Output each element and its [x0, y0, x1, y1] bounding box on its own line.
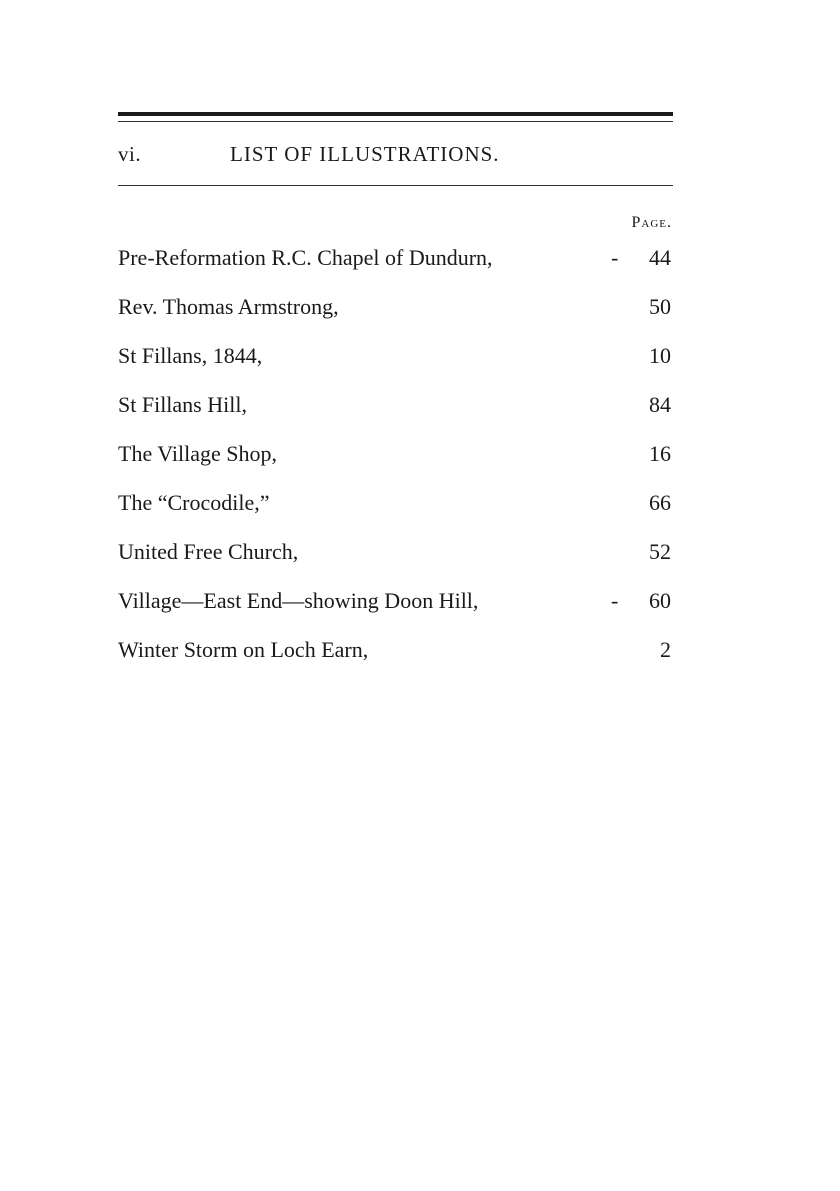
illustrations-list	[118, 240, 671, 681]
entry-page-number: 50	[649, 294, 671, 319]
entry-page-number: 66	[649, 490, 671, 515]
header-rule-thin	[118, 121, 673, 122]
page-folio: vi.	[118, 142, 142, 166]
list-item	[118, 583, 671, 632]
running-header	[118, 142, 673, 172]
entry-page-number: 44	[649, 245, 671, 270]
entry-title: St Fillans Hill,	[118, 392, 247, 417]
entry-title: The “Crocodile,”	[118, 490, 270, 515]
entry-page-number: 52	[649, 539, 671, 564]
entry-title: Village—East End—showing Doon Hill,	[118, 588, 479, 613]
list-item	[118, 632, 671, 681]
list-item	[118, 485, 671, 534]
entry-dash: -	[611, 588, 619, 613]
header-rule-thick	[118, 112, 673, 116]
entry-page-number: 2	[660, 637, 671, 662]
page-title: LIST OF ILLUSTRATIONS.	[230, 142, 500, 166]
entry-page-number: 84	[649, 392, 671, 417]
list-item	[118, 534, 671, 583]
page-column-label: Page.	[631, 214, 672, 231]
list-item	[118, 338, 671, 387]
entry-page-number: 16	[649, 441, 671, 466]
list-item	[118, 240, 671, 289]
entry-title: Pre-Reformation R.C. Chapel of Dundurn,	[118, 245, 493, 270]
entry-dash: -	[611, 245, 619, 270]
entry-title: Winter Storm on Loch Earn,	[118, 637, 369, 662]
entry-page-number: 60	[649, 588, 671, 613]
entry-title: St Fillans, 1844,	[118, 343, 263, 368]
header-rule-bottom	[118, 185, 673, 186]
list-item	[118, 289, 671, 338]
list-item	[118, 436, 671, 485]
entry-page-number: 10	[649, 343, 671, 368]
entry-title: The Village Shop,	[118, 441, 277, 466]
entry-title: Rev. Thomas Armstrong,	[118, 294, 339, 319]
list-item	[118, 387, 671, 436]
entry-title: United Free Church,	[118, 539, 299, 564]
